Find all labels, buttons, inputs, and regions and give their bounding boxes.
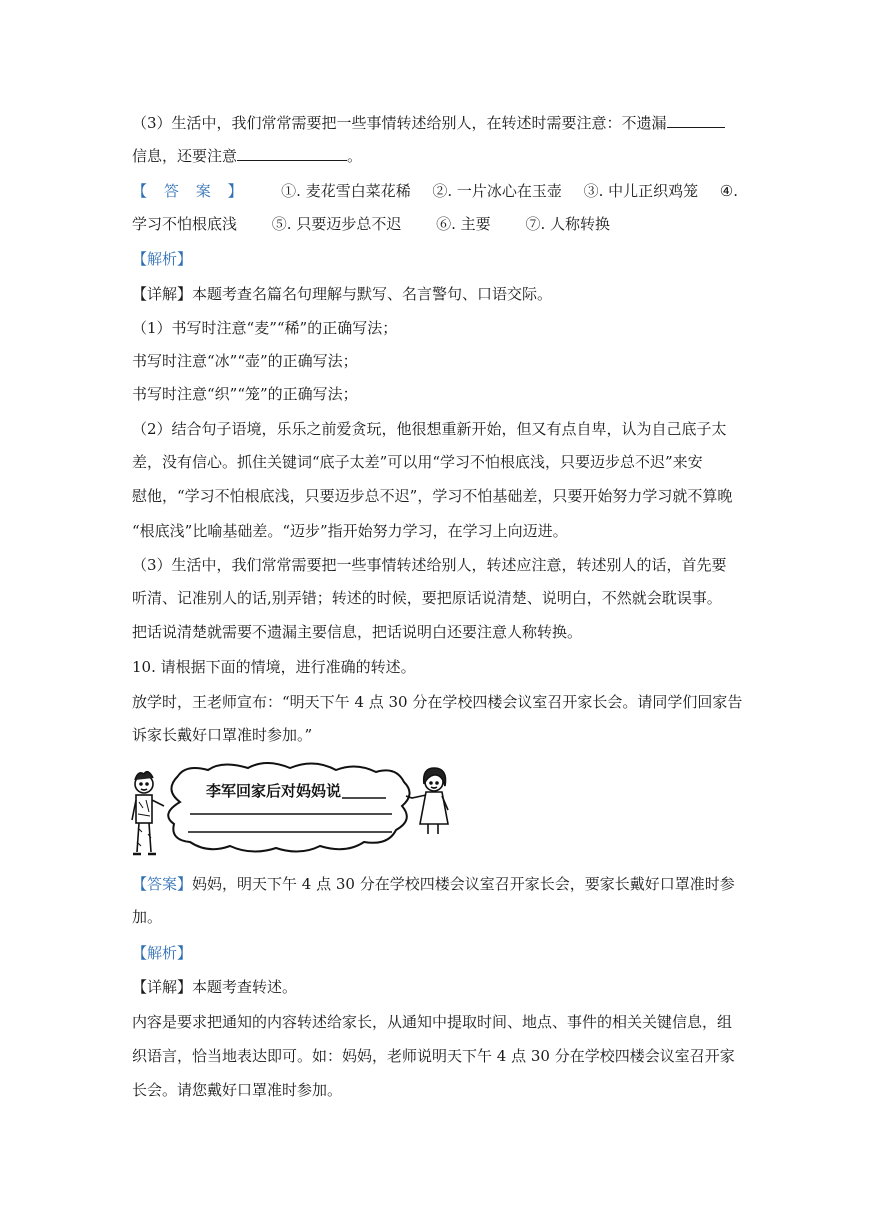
analysis-tag: 【解析】	[132, 944, 193, 962]
question-10-title: 10. 请根据下面的情境，进行准确的转述。	[132, 658, 416, 676]
analysis-paragraph: （3）生活中，我们常常需要把一些事情转述给别人，转述应注意，转述别人的话，首先要	[132, 556, 727, 574]
analysis-paragraph: （2）结合句子语境，乐乐之前爱贪玩，他很想重新开始，但又有点自卑，认为自己底子太	[132, 420, 727, 438]
question-10-context: 放学时，王老师宣布：“明天下午 4 点 30 分在学校四楼会议室召开家长会。请同学们回家告	[132, 693, 743, 711]
analysis-paragraph: 长会。请您戴好口罩准时参加。	[132, 1081, 343, 1099]
analysis-paragraph: 差，没有信心。抓住关键词“底子太差”可以用“学习不怕根底浅，只要迈步总不迟”来安	[132, 453, 703, 471]
analysis-paragraph: 把话说清楚就需要不遗漏主要信息，把话说明白还要注意人称转换。	[132, 623, 583, 641]
question-9-answer-line-1	[132, 181, 738, 201]
question-10-answer-line-2: 加。	[132, 908, 163, 926]
analysis-paragraph: （1）书写时注意“麦”“稀”的正确写法；	[132, 319, 398, 337]
answer-blank	[667, 113, 725, 128]
analysis-paragraph: 书写时注意“冰”“壶”的正确写法；	[132, 352, 358, 370]
answer-tag: 【答案】	[132, 875, 193, 893]
bubble-text: 李军回家后对妈妈说	[206, 782, 342, 800]
analysis-paragraph: “根底浅”比喻基础差。“迈步”指开始努力学习，在学习上向迈进。	[132, 522, 568, 540]
question-10-answer-line-1: 【答案】妈妈，明天下午 4 点 30 分在学校四楼会议室召开家长会，要家长戴好口罩准时参	[132, 875, 735, 893]
answer-option: ⑥. 主要	[436, 215, 491, 233]
mother-figure-icon	[406, 768, 448, 834]
answer-option: ⑤. 只要迈步总不迟	[271, 215, 402, 233]
answer-tag: 【答案】	[132, 182, 260, 200]
question-9-answer-line-2	[132, 214, 610, 234]
answer-option: ⑦. 人称转换	[525, 215, 610, 233]
detail-line: 【详解】本题考查名篇名句理解与默写、名言警句、口语交际。	[132, 285, 553, 303]
analysis-paragraph: 内容是要求把通知的内容转述给家长，从通知中提取时间、地点、事件的相关关键信息，组	[132, 1013, 733, 1031]
speech-bubble-illustration	[130, 762, 470, 862]
boy-figure-icon	[132, 772, 164, 854]
analysis-paragraph: 书写时注意“织”“笼”的正确写法；	[132, 385, 358, 403]
analysis-tag: 【解析】	[132, 250, 193, 268]
answer-blank	[237, 146, 347, 161]
question-9-3-line-1: （3）生活中，我们常常需要把一些事情转述给别人，在转述时需要注意：不遗漏	[132, 113, 725, 133]
analysis-paragraph: 慰他，“学习不怕根底浅，只要迈步总不迟”，学习不怕基础差，只要开始努力学习就不算晚	[132, 487, 733, 505]
analysis-paragraph: 听清、记准别人的话,别弄错；转述的时候，要把原话说清楚、说明白，不然就会耽误事。	[132, 589, 722, 607]
question-10-context: 诉家长戴好口罩准时参加。”	[132, 726, 313, 744]
answer-option: ③. 中儿正织鸡笼	[583, 182, 699, 200]
detail-line: 【详解】本题考查转述。	[132, 978, 298, 996]
answer-option: ②. 一片冰心在玉壶	[432, 182, 562, 200]
question-9-3-line-2: 信息，还要注意 。	[132, 147, 363, 165]
answer-option: ①. 麦花雪白菜花稀	[281, 182, 411, 200]
answer-option: ④.	[719, 182, 738, 200]
analysis-paragraph: 织语言，恰当地表达即可。如：妈妈，老师说明天下午 4 点 30 分在学校四楼会议室召开家	[132, 1047, 735, 1065]
answer-option: 学习不怕根底浅	[132, 215, 238, 233]
cloud-bubble	[168, 763, 409, 852]
